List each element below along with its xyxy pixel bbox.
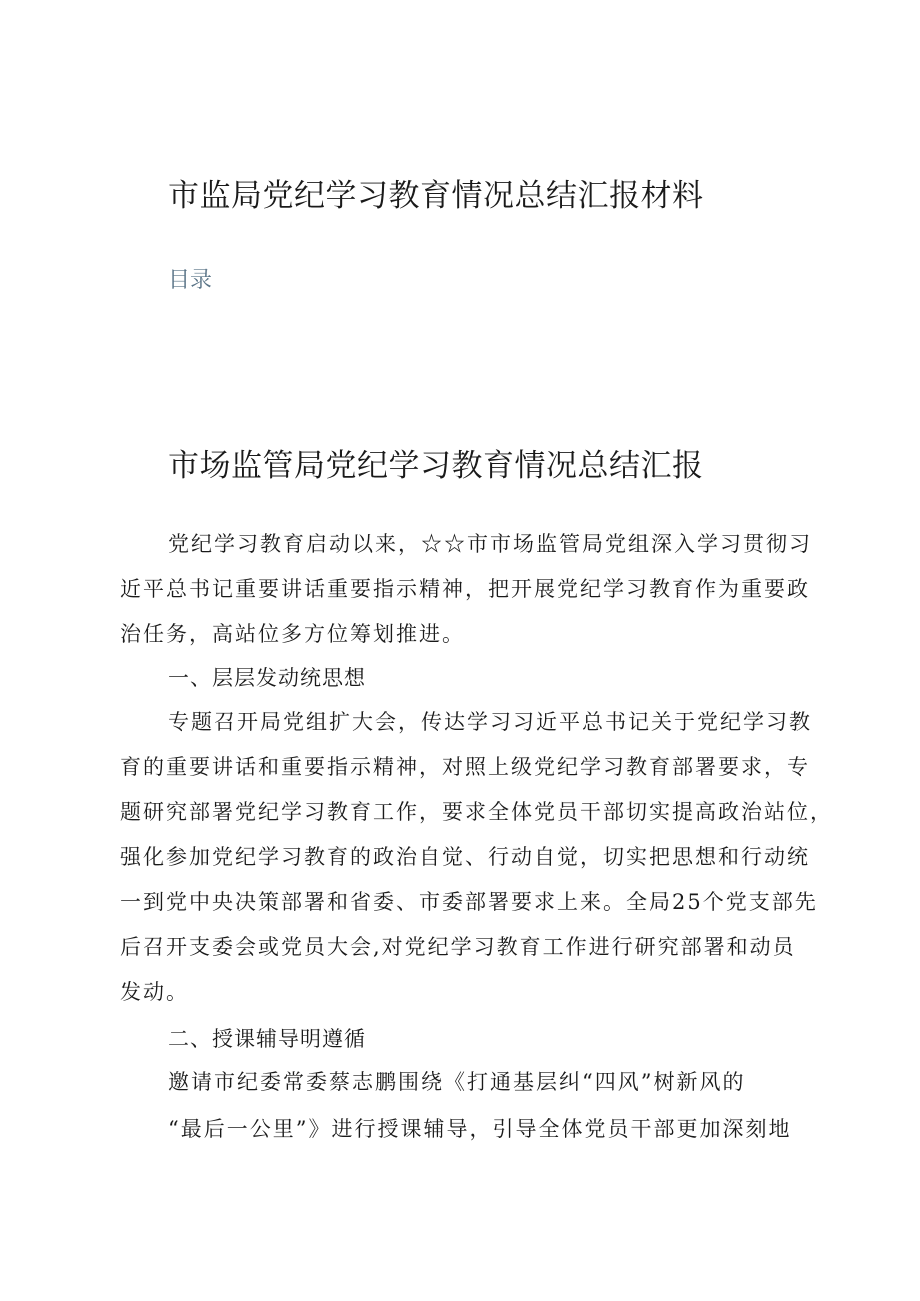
paragraph-line: 党纪学习教育启动以来，☆☆市市场监管局党组深入学习贯彻习 bbox=[168, 532, 812, 556]
paragraph-line: 邀请市纪委常委蔡志鹏围绕《打通基层纠“四风”树新风的 bbox=[168, 1070, 746, 1094]
paragraph-line: 治任务，高站位多方位筹划推进。 bbox=[120, 622, 465, 646]
table-of-contents-label: 目录 bbox=[168, 268, 213, 293]
document-title: 市监局党纪学习教育情况总结汇报材料 bbox=[168, 178, 704, 214]
paragraph-line: 一到党中央决策部署和省委、市委部署要求上来。全局25个党支部先 bbox=[120, 890, 818, 914]
paragraph-line: 后召开支委会或党员大会,对党纪学习教育工作进行研究部署和动员 bbox=[120, 935, 796, 959]
heading-1: 一、层层发动统思想 bbox=[168, 666, 366, 690]
paragraph-line: 发动。 bbox=[120, 980, 189, 1004]
paragraph-line: 题研究部署党纪学习教育工作，要求全体党员干部切实提高政治站位， bbox=[120, 800, 833, 824]
heading-2: 二、授课辅导明遵循 bbox=[168, 1027, 366, 1051]
paragraph-line: 强化参加党纪学习教育的政治自觉、行动自觉，切实把思想和行动统 bbox=[120, 845, 810, 869]
paragraph-line: 专题召开局党组扩大会，传达学习习近平总书记关于党纪学习教 bbox=[168, 710, 812, 734]
section-title: 市场监管局党纪学习教育情况总结汇报 bbox=[168, 448, 704, 484]
paragraph-line: 育的重要讲话和重要指示精神，对照上级党纪学习教育部署要求，专 bbox=[120, 755, 810, 779]
paragraph-line: 近平总书记重要讲话重要指示精神，把开展党纪学习教育作为重要政 bbox=[120, 577, 810, 601]
paragraph-line: “最后一公里”》进行授课辅导，引导全体党员干部更加深刻地 bbox=[168, 1117, 792, 1141]
